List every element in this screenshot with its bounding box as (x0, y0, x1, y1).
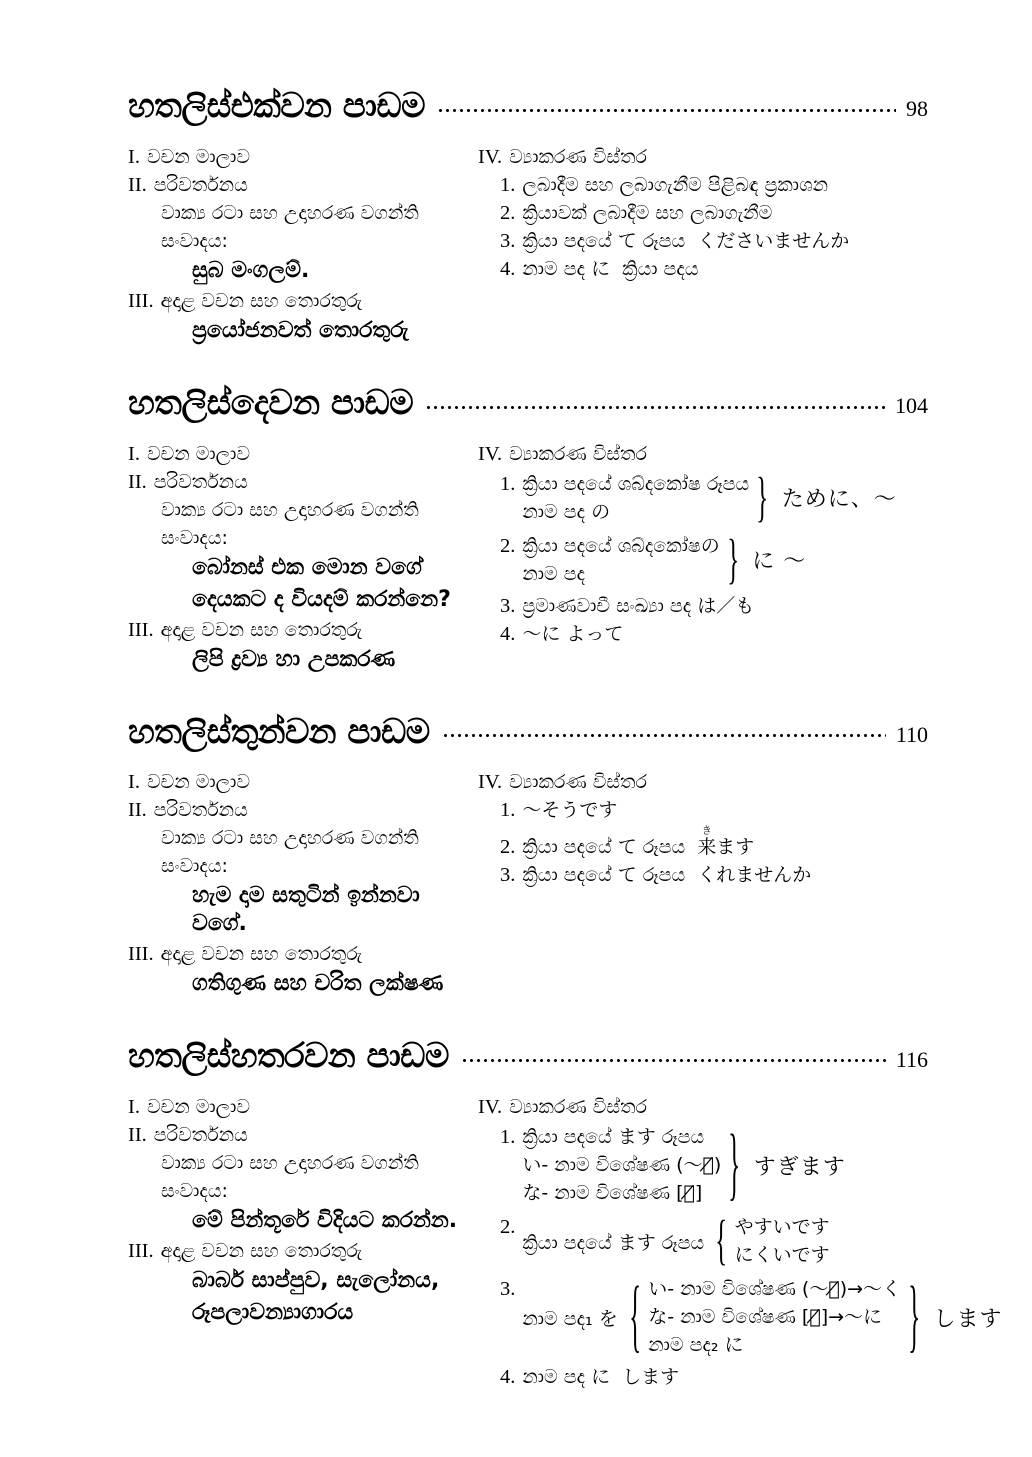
item-label: වචන මාලාව (146, 771, 251, 794)
grammar-suffix-jp: ために、〜 (781, 487, 897, 513)
right-column (478, 145, 928, 285)
item-label: ව්‍යාකරණ විස්තර (509, 771, 647, 794)
furigana-ruby: 来き (697, 826, 717, 859)
toc-item (128, 317, 478, 345)
grammar-item (478, 1117, 928, 1210)
grammar-lines (522, 1123, 721, 1207)
page-number: 98 (906, 96, 928, 122)
grammar-item (478, 1365, 928, 1390)
grammar-line: にくいです (734, 1244, 830, 1267)
toc-item (128, 201, 478, 226)
item-numeral: 2. (500, 201, 516, 224)
grammar-item (478, 798, 928, 823)
item-label: වාක්‍ය රටා සහ උදාහරණ වගන්ති (161, 201, 419, 224)
curly-brace: } (727, 528, 739, 589)
grammar-line: い- නාම විශේෂණ (〜い̸)→〜く (648, 1278, 902, 1301)
item-numeral: 4. (500, 1366, 516, 1389)
grammar-line: නාම පද の (522, 500, 611, 523)
lesson-title: හතලිස්දෙවන පාඩම (128, 382, 414, 423)
curly-brace: } (756, 466, 769, 527)
grammar-item (478, 863, 928, 888)
item-label: සංවාදය: (161, 229, 228, 252)
grammar-line: ක්‍රියා පදයේ ශබ්දකෝෂ රූපය (522, 472, 750, 495)
left-column (128, 442, 478, 678)
item-numeral: 3. (500, 1278, 516, 1301)
item-label: ප්‍රමාණවාචී සංඛ්‍යා පද は／も (522, 594, 755, 617)
toc-item (128, 1239, 478, 1264)
item-numeral: 4. (500, 622, 516, 645)
item-label: වචන මාලාව (146, 145, 251, 168)
dot-leader (425, 405, 885, 410)
toc-item (128, 526, 478, 551)
section-columns (128, 1095, 1003, 1393)
lesson-heading-row (128, 1036, 928, 1077)
toc-item (128, 289, 478, 314)
item-numeral: II. (128, 470, 147, 493)
toc-item (128, 257, 478, 285)
item-numeral: III. (128, 618, 154, 641)
item-numeral: IV. (478, 145, 503, 168)
item-numeral: 1. (500, 173, 516, 196)
item-label: සංවාදය: (161, 526, 228, 549)
curly-brace: { (629, 1269, 641, 1362)
item-label: ගතිගුණ සහ චරිත ලක්ෂණ (192, 971, 444, 997)
item-label: ප්‍රයෝජනවත් තොරතුරු (192, 317, 409, 343)
toc-item (128, 586, 478, 614)
item-numeral: 1. (500, 1126, 516, 1149)
item-label: පරිවර්තනය (153, 799, 248, 822)
grammar-heading (478, 1095, 928, 1120)
item-numeral: IV. (478, 771, 503, 794)
item-label: වාක්‍ය රටා සහ උදාහරණ වගන්ති (161, 1152, 419, 1175)
grammar-line: な- නාම විශේෂණ [な̸] (522, 1182, 703, 1205)
item-label: හැම දාම සතුටින් ඉන්නවා වගේ. (192, 883, 428, 937)
item-numeral: III. (128, 943, 154, 966)
item-label: සංවාදය: (161, 1180, 228, 1203)
item-label: බෝනස් එක මොන වගේ (192, 554, 422, 580)
item-numeral: II. (128, 799, 147, 822)
curly-brace: } (908, 1269, 921, 1362)
item-label: ලිපි ද්‍රව්‍ය හා උපකරණ (192, 646, 396, 672)
toc-item (128, 770, 478, 795)
item-numeral: 2. (500, 1216, 516, 1239)
grammar-prefix: නාම පද₁ を (522, 1307, 618, 1330)
item-label: අදාළ වචන සහ තොරතුරු (160, 289, 363, 312)
right-column (478, 770, 928, 891)
toc-item (128, 470, 478, 495)
grammar-line: やすいです (734, 1216, 830, 1239)
right-column (478, 1095, 1003, 1393)
item-label: වාක්‍ය රටා සහ උදාහරණ වගන්ති (161, 498, 419, 521)
toc-item (128, 498, 478, 523)
toc-item (128, 882, 478, 938)
item-label: ක්‍රියා පදයේ て රූපය 来きます (522, 826, 755, 859)
lesson-section (128, 86, 928, 349)
item-label: ව්‍යාකරණ විස්තර (509, 442, 647, 465)
lesson-section (128, 712, 928, 1003)
curly-brace: { (715, 1209, 728, 1271)
item-label: මේ පින්තූරේ විදියට කරන්න. (192, 1208, 458, 1234)
item-numeral: IV. (478, 1096, 503, 1119)
page-number: 110 (895, 721, 928, 747)
item-numeral: II. (128, 1124, 147, 1147)
grammar-line: ක්‍රියා පදයේ ශබ්දකෝෂの (522, 534, 720, 557)
toc-item (128, 646, 478, 674)
grammar-item (478, 826, 928, 860)
grammar-item (478, 201, 928, 226)
grammar-lines (522, 532, 719, 588)
item-label: නාම පද に ක්‍රියා පදය (522, 257, 699, 280)
toc-item (128, 1179, 478, 1204)
right-column (478, 442, 928, 650)
item-numeral: 4. (500, 257, 516, 280)
grammar-lines (648, 1275, 901, 1359)
section-columns (128, 770, 928, 1002)
item-numeral: III. (128, 1240, 154, 1263)
grammar-item (478, 257, 928, 282)
toc-item (128, 798, 478, 823)
item-numeral: 2. (500, 534, 516, 557)
item-label: පරිවර්තනය (153, 1124, 248, 1147)
grammar-heading (478, 442, 928, 467)
grammar-suffix-jp: します (933, 1306, 1003, 1332)
item-numeral: 1. (500, 799, 516, 822)
grammar-item (478, 229, 928, 254)
toc-item (128, 554, 478, 582)
toc-item (128, 826, 478, 851)
item-numeral: I. (128, 145, 140, 168)
left-column (128, 145, 478, 349)
item-label: බාබර් සාප්පුව, සැලෝනය, (192, 1268, 440, 1294)
item-label: ක්‍රියා පදයේ て රූපය くれませんか (522, 864, 812, 887)
left-column (128, 770, 478, 1002)
toc-item (128, 1207, 478, 1235)
item-label: අදාළ වචන සහ තොරතුරු (160, 943, 363, 966)
item-label: 〜そうです (522, 799, 618, 822)
toc-item (128, 942, 478, 967)
item-label: පරිවර්තනය (153, 173, 248, 196)
item-numeral: 2. (500, 836, 516, 859)
item-label: අදාළ වචන සහ තොරතුරු (160, 618, 363, 641)
item-label: ව්‍යාකරණ විස්තර (509, 1096, 647, 1119)
grammar-suffix-jp: に 〜 (752, 549, 807, 575)
item-label: පරිවර්තනය (153, 470, 248, 493)
grammar-line: නාම පද (522, 562, 586, 585)
grammar-item (478, 1269, 1003, 1362)
item-label: සුබ මංගලම්. (192, 257, 310, 283)
grammar-heading (478, 770, 928, 795)
item-numeral: 3. (500, 594, 516, 617)
lesson-heading-row (128, 86, 928, 127)
item-numeral: III. (128, 289, 154, 312)
grammar-prefix: ක්‍රියා පදයේ ます රූපය (522, 1231, 705, 1254)
item-label: ව්‍යාකරණ විස්තර (509, 145, 647, 168)
page-number: 116 (895, 1046, 928, 1072)
item-numeral: I. (128, 1096, 140, 1119)
item-numeral: 3. (500, 864, 516, 887)
item-label: දෙයකට ද වියදම් කරන්නෙ? (192, 586, 451, 612)
lesson-title: හතලිස්හතරවන පාඩම (128, 1036, 449, 1077)
grammar-item (478, 173, 928, 198)
item-numeral: IV. (478, 442, 503, 465)
item-label: 〜に よって (522, 622, 624, 645)
item-label: ක්‍රියා පදයේ て රූපය くださいませんか (522, 229, 850, 252)
item-label: වචන මාලාව (146, 1096, 251, 1119)
toc-item (128, 229, 478, 254)
toc-item (128, 1267, 478, 1295)
item-label: වචන මාලාව (146, 442, 251, 465)
toc-item (128, 618, 478, 643)
item-numeral: I. (128, 442, 140, 465)
item-numeral: 3. (500, 229, 516, 252)
item-numeral: II. (128, 173, 147, 196)
grammar-item (478, 622, 928, 647)
lesson-section (128, 1036, 1003, 1393)
section-columns (128, 442, 928, 678)
lesson-title: හතලිස්එක්වන පාඩම (128, 86, 426, 126)
page-number: 104 (895, 393, 928, 419)
dot-leader (437, 108, 896, 113)
dot-leader (442, 733, 886, 738)
toc-item (128, 173, 478, 198)
toc-item (128, 442, 478, 467)
lesson-heading-row (128, 383, 928, 424)
grammar-item (478, 1209, 928, 1271)
grammar-line: නාම පද₂ に (648, 1334, 744, 1357)
item-label: ක්‍රියාවක් ලබාදීම සහ ලබාගැනීම (522, 201, 773, 224)
item-label: අදාළ වචන සහ තොරතුරු (160, 1240, 363, 1263)
toc-item (128, 1151, 478, 1176)
grammar-line: ක්‍රියා පදයේ ます රූපය (522, 1126, 705, 1149)
toc-item (128, 145, 478, 170)
item-numeral: I. (128, 771, 140, 794)
dot-leader (461, 1058, 886, 1063)
lesson-title: හතලිස්තුන්වන පාඩම (128, 711, 430, 752)
section-columns (128, 145, 928, 349)
grammar-lines (735, 1213, 830, 1269)
lesson-heading-row (128, 712, 928, 753)
grammar-heading (478, 145, 928, 170)
toc-item (128, 1123, 478, 1148)
toc-item (128, 854, 478, 879)
lesson-section (128, 383, 928, 678)
item-label: ලබාදීම සහ ලබාගැනීම පිළිබඳ ප්‍රකාශන (522, 173, 829, 196)
item-label: සංවාදය: (161, 855, 228, 878)
item-label: රූපලාවන්‍යාගාරය (192, 1300, 354, 1326)
left-column (128, 1095, 478, 1331)
grammar-item (478, 466, 928, 527)
grammar-line: い- නාම විශේෂණ (〜い̸) (522, 1154, 722, 1177)
toc-item (128, 1095, 478, 1120)
item-numeral: 1. (500, 472, 516, 495)
grammar-suffix-jp: すぎます (753, 1154, 846, 1180)
grammar-lines (522, 470, 749, 526)
toc-item (128, 970, 478, 998)
grammar-line: な- නාම විශේෂණ [な̸]→〜に (648, 1306, 883, 1329)
curly-brace: } (728, 1117, 741, 1210)
item-label: වාක්‍ය රටා සහ උදාහරණ වගන්ති (161, 827, 419, 850)
item-label: නාම පද に します (522, 1366, 680, 1389)
grammar-item (478, 594, 928, 619)
grammar-item (478, 528, 928, 589)
toc-item (128, 1299, 478, 1327)
